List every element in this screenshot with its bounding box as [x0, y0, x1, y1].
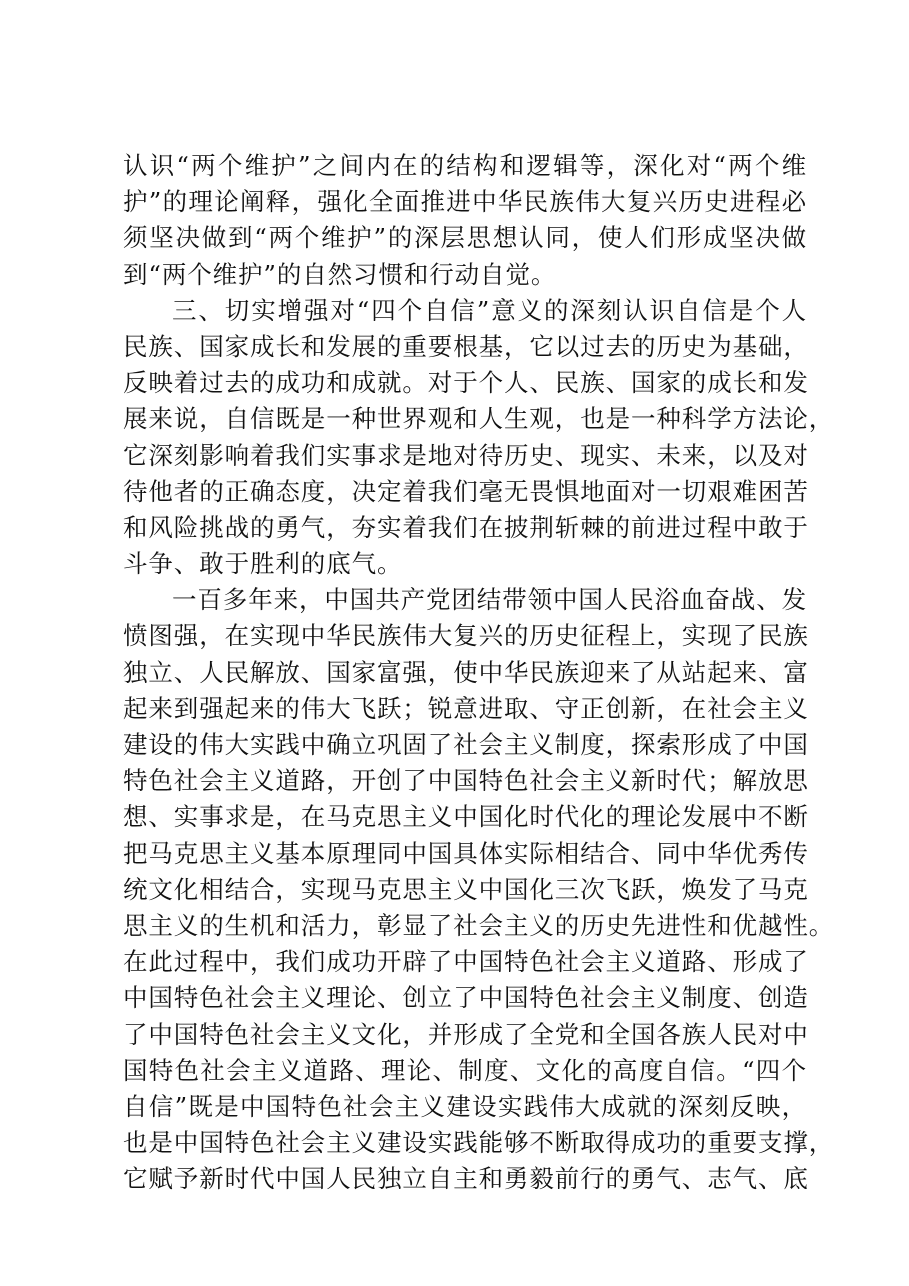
text-line: 斗争、敢于胜利的底气。	[123, 549, 403, 579]
text-line: 到“两个维护”的自然习惯和行动自觉。	[123, 259, 557, 289]
text-line: 统文化相结合，实现马克思主义中国化三次飞跃，焕发了马克	[123, 874, 809, 904]
text-line: 了中国特色社会主义文化，并形成了全党和全国各族人民对中	[123, 1019, 809, 1049]
text-line: 建设的伟大实践中确立巩固了社会主义制度，探索形成了中国	[123, 730, 809, 759]
text-line: 认识“两个维护”之间内在的结构和逻辑等，深化对“两个维	[123, 151, 807, 180]
text-line: 愤图强，在实现中华民族伟大复兴的历史征程上，实现了民族	[123, 621, 809, 651]
document-body	[123, 148, 835, 1197]
text-line: 一百多年来，中国共产党团结带领中国人民浴血奋战、发	[172, 585, 807, 615]
text-line: 在此过程中，我们成功开辟了中国特色社会主义道路、形成了	[123, 947, 809, 977]
text-line: 展来说，自信既是一种世界观和人生观，也是一种科学方法论，	[123, 404, 835, 434]
text-line: 待他者的正确态度，决定着我们毫无畏惧地面对一切艰难困苦	[123, 476, 809, 506]
text-line: 它赋予新时代中国人民独立自主和勇毅前行的勇气、志气、底	[123, 1164, 809, 1194]
paragraph-3	[123, 582, 835, 1197]
text-line: 起来到强起来的伟大飞跃；锐意进取、守正创新，在社会主义	[123, 693, 809, 723]
text-line: 国特色社会主义道路、理论、制度、文化的高度自信。“四个	[123, 1055, 807, 1085]
text-line: 它深刻影响着我们实事求是地对待历史、现实、未来，以及对	[123, 440, 809, 470]
text-line: 把马克思主义基本原理同中国具体实际相结合、同中华优秀传	[123, 838, 809, 868]
text-line: 思主义的生机和活力，彰显了社会主义的历史先进性和优越性。	[123, 910, 835, 940]
text-line: 须坚决做到“两个维护”的深层思想认同，使人们形成坚决做	[123, 223, 807, 253]
text-line: 独立、人民解放、国家富强，使中华民族迎来了从站起来、富	[123, 657, 809, 687]
text-line: 反映着过去的成功和成就。对于个人、民族、国家的成长和发	[123, 368, 809, 398]
text-line: 和风险挑战的勇气，夯实着我们在披荆斩棘的前进过程中敢于	[123, 512, 809, 542]
text-line: 自信”既是中国特色社会主义建设实践伟大成就的深刻反映，	[123, 1091, 807, 1121]
text-line: 想、实事求是，在马克思主义中国化时代化的理论发展中不断	[123, 802, 809, 832]
text-line: 特色社会主义道路，开创了中国特色社会主义新时代；解放思	[123, 766, 809, 796]
text-line: 民族、国家成长和发展的重要根基，它以过去的历史为基础，	[123, 331, 809, 361]
paragraph-1	[123, 148, 807, 293]
text-line: 也是中国特色社会主义建设实践能够不断取得成功的重要支撑，	[123, 1128, 835, 1158]
paragraph-2	[123, 293, 835, 583]
text-line: 护”的理论阐释，强化全面推进中华民族伟大复兴历史进程必	[123, 187, 807, 217]
text-line: 中国特色社会主义理论、创立了中国特色社会主义制度、创造	[123, 983, 809, 1013]
text-line: 三、切实增强对“四个自信”意义的深刻认识自信是个人	[172, 295, 807, 325]
